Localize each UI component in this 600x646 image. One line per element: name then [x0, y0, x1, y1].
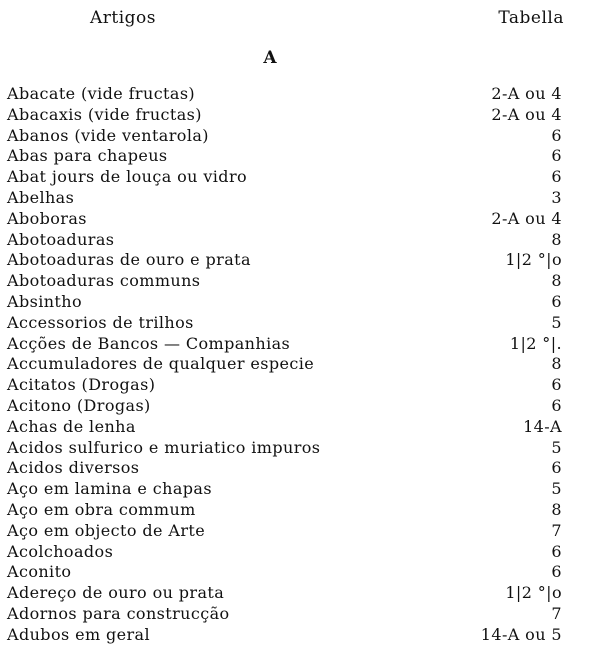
entry-rate: 7 [551, 603, 562, 623]
entry-name: Abotoaduras [7, 229, 115, 249]
entry-name: Abotoaduras de ouro e prata [7, 250, 251, 270]
entry-name: Acolchoados [7, 541, 114, 561]
entry-name: Acções de Bancos — Companhias [7, 333, 291, 353]
entry-rate: 6 [551, 125, 562, 145]
entry-name: Accumuladores de qualquer especie [7, 354, 315, 374]
entry-name: Adereço de ouro ou prata [7, 583, 225, 603]
entry-rate: 2-A ou 4 [491, 104, 562, 124]
list-item [7, 146, 562, 167]
list-item [7, 250, 562, 271]
entry-rate: 6 [551, 562, 562, 582]
list-item [7, 438, 562, 459]
entry-name: Abacaxis (vide fructas) [7, 104, 202, 124]
list-item [7, 500, 562, 521]
entry-rate: 5 [551, 479, 562, 499]
column-header-tabella: Tabella [498, 8, 564, 28]
entry-rate: 2-A ou 4 [491, 208, 562, 228]
entry-rate: 6 [551, 146, 562, 166]
list-item [7, 542, 562, 563]
entry-rate: 5 [551, 312, 562, 332]
entry-rate: 3 [551, 187, 562, 207]
entry-rate: 1|2 °|o [505, 250, 562, 270]
list-item [7, 313, 562, 334]
entry-rate: 8 [551, 229, 562, 249]
entry-rate: 6 [551, 167, 562, 187]
list-item [7, 105, 562, 126]
entry-name: Abacate (vide fructas) [7, 84, 196, 103]
list-item [7, 562, 562, 583]
list-item [7, 625, 562, 646]
entry-name: Aconito [7, 562, 72, 582]
entry-rate: 5 [551, 437, 562, 457]
entry-name: Abas para chapeus [7, 146, 168, 166]
entry-rate: 8 [551, 499, 562, 519]
entry-rate: 1|2 °|o [505, 583, 562, 603]
entry-name: Acidos diversos [7, 458, 140, 478]
list-item [7, 396, 562, 417]
entry-rate: 2-A ou 4 [491, 84, 562, 103]
list-item [7, 84, 562, 105]
list-item [7, 604, 562, 625]
entry-rate: 8 [551, 354, 562, 374]
entry-rate: 6 [551, 395, 562, 415]
entry-name: Abat jours de louça ou vidro [7, 167, 248, 187]
entry-rate: 14-A ou 5 [480, 624, 562, 644]
table-header [0, 8, 600, 30]
entry-rate: 7 [551, 520, 562, 540]
list-item [7, 126, 562, 147]
entry-name: Acitatos (Drogas) [7, 375, 156, 395]
entries-list [7, 84, 562, 646]
list-item [7, 188, 562, 209]
entry-name: Accessorios de trilhos [7, 312, 194, 332]
list-item [7, 292, 562, 313]
entry-name: Aço em objecto de Arte [7, 520, 206, 540]
entry-name: Absintho [7, 291, 82, 311]
entry-name: Aço em obra commum [7, 499, 196, 519]
entry-rate: 8 [551, 271, 562, 291]
entry-rate: 14-A [523, 416, 562, 436]
list-item [7, 354, 562, 375]
entry-name: Aboboras [7, 208, 87, 228]
list-item [7, 458, 562, 479]
entry-rate: 6 [551, 541, 562, 561]
entry-rate: 1|2 °|. [509, 333, 562, 353]
entry-name: Acidos sulfurico e muriatico impuros [7, 437, 321, 457]
list-item [7, 479, 562, 500]
list-item [7, 417, 562, 438]
entry-name: Abelhas [7, 187, 75, 207]
section-letter: A [263, 48, 277, 68]
entry-name: Adubos em geral [7, 624, 151, 644]
entry-rate: 6 [551, 458, 562, 478]
entry-name: Abanos (vide ventarola) [7, 125, 209, 145]
entry-name: Achas de lenha [7, 416, 136, 436]
entry-name: Abotoaduras communs [7, 271, 201, 291]
list-item [7, 271, 562, 292]
entry-rate: 6 [551, 375, 562, 395]
entry-name: Acitono (Drogas) [7, 395, 151, 415]
list-item [7, 167, 562, 188]
entry-rate: 6 [551, 291, 562, 311]
list-item [7, 230, 562, 251]
list-item [7, 375, 562, 396]
entry-name: Aço em lamina e chapas [7, 479, 212, 499]
entry-name: Adornos para construcção [7, 603, 230, 623]
list-item [7, 209, 562, 230]
list-item [7, 521, 562, 542]
list-item [7, 583, 562, 604]
column-header-artigos: Artigos [90, 8, 157, 28]
list-item [7, 334, 562, 355]
